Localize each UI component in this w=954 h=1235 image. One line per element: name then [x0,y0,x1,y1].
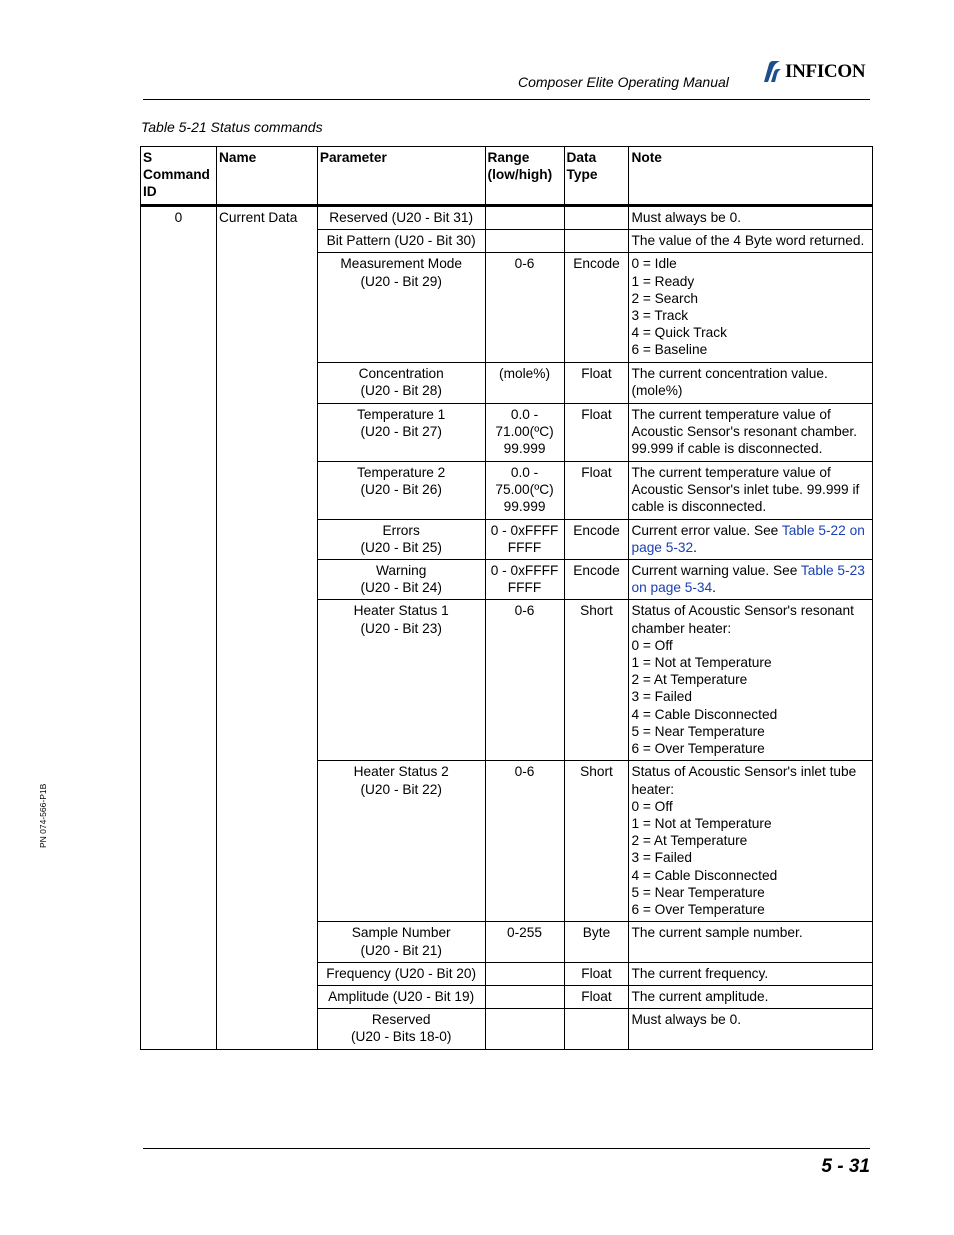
note-text: . [712,580,716,596]
note-cell [629,461,873,519]
note-line: 4 = Cable Disconnected [631,706,778,722]
note-text: Current warning value. See [631,563,801,579]
status-commands-table [140,146,873,1050]
parameter-cell [317,362,485,403]
param-line: Amplitude (U20 - Bit 19) [328,989,475,1005]
parameter-cell [317,403,485,461]
note-line: Acoustic Sensor's inlet tube. 99.999 if [631,481,860,497]
note-text: . [693,539,697,555]
data-type-cell: Encode [564,560,629,600]
table-cross-reference-link[interactable]: Table 5-22 on page 5-32 [631,522,865,555]
data-type-cell [564,206,629,230]
table-row [141,206,873,230]
param-line: Measurement Mode [340,256,463,272]
note-line: heater: [631,781,675,797]
parameter-cell [317,986,485,1009]
note-line: 0 = Idle [631,256,677,272]
note-line: Status of Acoustic Sensor's inlet tube [631,764,857,780]
param-line: Warning [375,563,427,579]
note-cell [629,560,873,600]
note-line: Acoustic Sensor's resonant chamber. [631,423,857,439]
param-line: Bit Pattern (U20 - Bit 30) [326,233,476,249]
param-line: Sample Number [351,925,451,941]
note-line: The current sample number. [631,925,803,941]
table-header-row [141,147,873,206]
param-line: (U20 - Bit 28) [360,382,442,398]
header-command-id: S Command ID [141,147,217,206]
param-line: (U20 - Bit 25) [360,539,442,555]
data-type-cell: Float [564,962,629,985]
note-cell [629,206,873,230]
note-cell [629,986,873,1009]
param-line: (U20 - Bit 24) [360,580,442,596]
data-type-cell [564,230,629,253]
manual-title: Composer Elite Operating Manual [518,74,729,90]
range-cell [485,560,564,600]
param-line: (U20 - Bit 26) [360,481,442,497]
note-line: 6 = Over Temperature [631,741,765,757]
note-line: cable is disconnected. [631,499,767,515]
parameter-cell [317,560,485,600]
parameter-cell [317,962,485,985]
note-text: Current error value. See [631,522,782,538]
header-data-type: Data Type [564,147,629,206]
note-line: The current frequency. [631,965,769,981]
note-line: 2 = Search [631,290,699,306]
parameter-cell [317,461,485,519]
note-line: 2 = At Temperature [631,833,748,849]
range-line: FFFF [507,539,542,555]
range-cell [485,1009,564,1049]
param-line: (U20 - Bit 29) [360,273,442,289]
note-cell [629,403,873,461]
note-cell [629,230,873,253]
param-line: Heater Status 1 [353,603,449,619]
range-cell [485,962,564,985]
param-line: (U20 - Bit 27) [360,423,442,439]
note-cell [629,362,873,403]
param-line: (U20 - Bit 23) [360,620,442,636]
note-line: Must always be 0. [631,210,742,225]
header-rule [143,99,870,100]
data-type-cell: Byte [564,922,629,962]
range-cell [485,600,564,761]
range-line: 0.0 - [510,406,539,422]
data-type-cell: Float [564,362,629,403]
header-range: Range (low/high) [485,147,564,206]
note-line: The current temperature value of [631,406,831,422]
note-line: 1 = Not at Temperature [631,655,772,671]
note-line: 1 = Not at Temperature [631,816,772,832]
note-line: 4 = Cable Disconnected [631,867,778,883]
note-line: 5 = Near Temperature [631,723,765,739]
parameter-cell [317,253,485,362]
note-line: 3 = Failed [631,850,692,866]
range-line: 0-6 [514,256,535,272]
range-line: 71.00(ºC) [495,423,554,439]
range-line: 0-6 [514,764,535,780]
range-cell [485,922,564,962]
param-line: Temperature 1 [357,406,446,422]
range-line: 99.999 [503,441,546,457]
note-line: 0 = Off [631,798,673,814]
range-cell [485,230,564,253]
data-type-cell: Short [564,761,629,922]
inficon-logo-icon [760,60,782,84]
header-parameter: Parameter [317,147,485,206]
parameter-cell [317,761,485,922]
note-cell [629,253,873,362]
note-line: The current amplitude. [631,989,769,1005]
footer-rule [143,1148,870,1149]
table-cross-reference-link[interactable]: Table 5-23 on page 5-34 [631,563,865,596]
note-cell [629,600,873,761]
note-line: 2 = At Temperature [631,672,748,688]
range-cell [485,761,564,922]
range-cell [485,362,564,403]
note-line: 99.999 if cable is disconnected. [631,441,823,457]
range-line: (mole%) [499,365,551,381]
param-line: Temperature 2 [357,464,446,480]
range-line: 0.0 - [510,464,539,480]
page-number: 5 - 31 [821,1156,870,1177]
command-name-cell: Current Data [216,206,317,1050]
param-line: (U20 - Bit 21) [360,942,442,958]
note-line: 0 = Off [631,637,673,653]
data-type-cell: Encode [564,519,629,559]
range-line: 0-6 [514,603,535,619]
range-line: 99.999 [503,499,546,515]
note-line: 1 = Ready [631,273,695,289]
range-line: 75.00(ºC) [495,481,554,497]
data-type-cell: Float [564,986,629,1009]
range-cell [485,519,564,559]
range-cell [485,986,564,1009]
data-type-cell: Float [564,461,629,519]
header-name: Name [216,147,317,206]
note-line: 6 = Over Temperature [631,902,765,918]
note-line: 5 = Near Temperature [631,884,765,900]
note-line: The current concentration value. [631,365,828,381]
data-type-cell: Encode [564,253,629,362]
range-line: FFFF [507,580,542,596]
inficon-logo [760,60,865,84]
parameter-cell [317,230,485,253]
parameter-cell [317,1009,485,1049]
note-cell [629,1009,873,1049]
param-line: Frequency (U20 - Bit 20) [326,965,477,981]
param-line: Heater Status 2 [353,764,449,780]
note-cell [629,761,873,922]
note-line: 6 = Baseline [631,342,708,358]
note-line: The value of the 4 Byte word returned. [631,233,865,249]
data-type-cell: Short [564,600,629,761]
note-line: The current temperature value of [631,464,831,480]
range-cell [485,253,564,362]
param-line: Reserved (U20 - Bit 31) [329,210,474,225]
note-cell [629,962,873,985]
range-line: 0 - 0xFFFF [490,563,559,579]
param-line: Concentration [358,365,444,381]
param-line: (U20 - Bits 18-0) [350,1029,452,1045]
range-line: 0-255 [507,925,543,941]
data-type-cell [564,1009,629,1049]
note-line: (mole%) [631,382,683,398]
range-line: 0 - 0xFFFF [490,522,559,538]
param-line: Errors [382,522,420,538]
parameter-cell [317,206,485,230]
range-cell [485,461,564,519]
note-line: chamber heater: [631,620,732,636]
logo-text: INFICON [785,61,866,82]
table-caption: Table 5-21 Status commands [141,119,323,135]
range-cell [485,403,564,461]
parameter-cell [317,519,485,559]
header-note: Note [629,147,873,206]
command-id-cell: 0 [141,206,217,1050]
parameter-cell [317,922,485,962]
note-cell [629,519,873,559]
param-line: Reserved [371,1012,431,1028]
note-cell [629,922,873,962]
note-line: Status of Acoustic Sensor's resonant [631,603,854,619]
range-cell [485,206,564,230]
param-line: (U20 - Bit 22) [360,781,442,797]
note-line: 4 = Quick Track [631,325,727,341]
note-line: Must always be 0. [631,1012,742,1028]
note-line: 3 = Failed [631,689,692,705]
note-line: 3 = Track [631,308,689,324]
data-type-cell: Float [564,403,629,461]
part-number: PN 074-566-P1B [38,783,48,848]
parameter-cell [317,600,485,761]
